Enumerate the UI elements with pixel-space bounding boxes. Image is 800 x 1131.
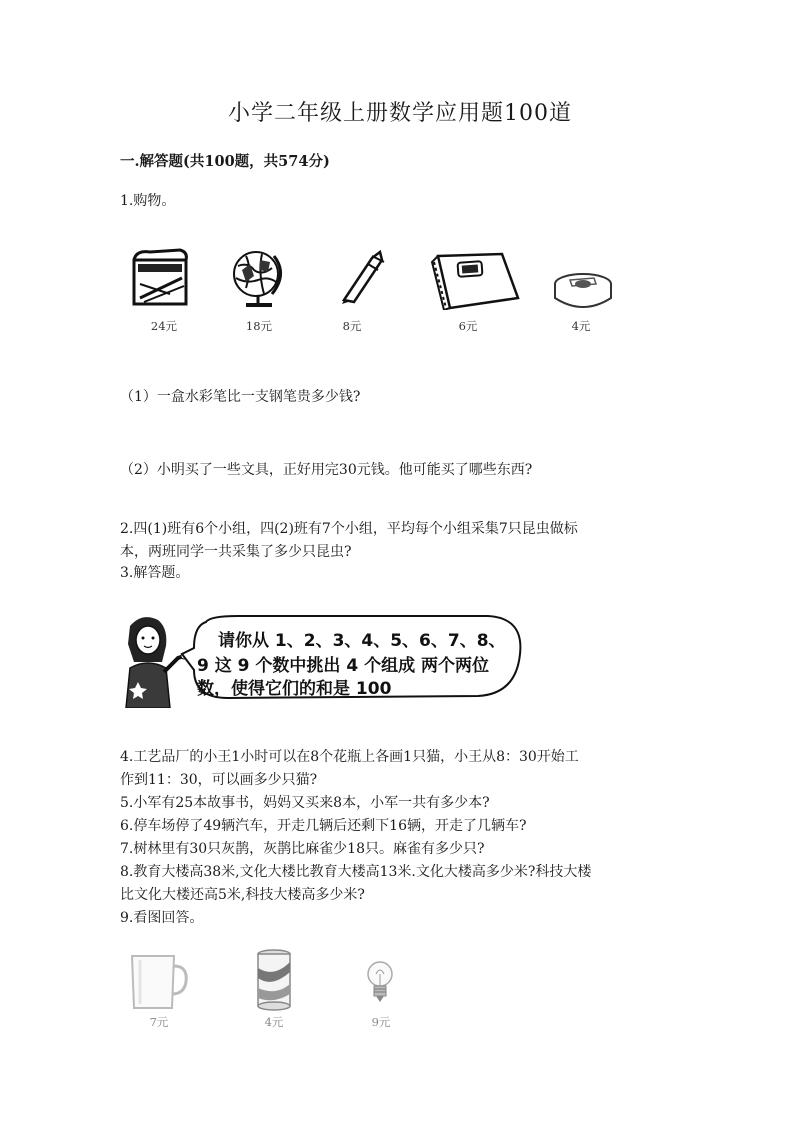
question-2-line-1: 2.四(1)班有6个小组，四(2)班有7个小组，平均每个小组采集7只昆虫做标 bbox=[120, 521, 578, 537]
question-1-sub-1: （1）一盒水彩笔比一支钢笔贵多少钱? bbox=[120, 389, 361, 405]
section-heading: 一.解答题(共100题，共574分) bbox=[120, 153, 330, 170]
question-3-label: 3.解答题。 bbox=[120, 565, 190, 581]
pencil-sharpener-icon bbox=[552, 272, 614, 312]
price-label: 8元 bbox=[342, 319, 362, 333]
question-8-line-1: 8.教育大楼高38米,文化大楼比教育大楼高13米.文化大楼高多少米?科技大楼 bbox=[120, 864, 592, 880]
question-4-line-1: 4.工艺品厂的小王1小时可以在8个花瓶上各画1只猫，小王从8：30开始工 bbox=[120, 749, 579, 765]
bubble-line-2: 9 这 9 个数中挑出 4 个组成 两个两位 bbox=[197, 656, 489, 676]
paint-box-icon bbox=[130, 248, 192, 308]
question-8-line-2: 比文化大楼还高5米,科技大楼高多少米? bbox=[120, 887, 365, 903]
pen-icon bbox=[338, 248, 388, 304]
bubble-line-1: 请你从 1、2、3、4、5、6、7、8、 bbox=[218, 631, 506, 651]
question-2-line-2: 本，两班同学一共采集了多少只昆虫? bbox=[120, 544, 352, 560]
bubble-line-3: 数，使得它们的和是 100 bbox=[197, 679, 392, 699]
question-4-line-2: 作到11：30，可以画多少只猫? bbox=[120, 772, 318, 788]
question-1-label: 1.购物。 bbox=[120, 193, 176, 209]
globe-icon bbox=[228, 248, 290, 310]
question-5: 5.小军有25本故事书，妈妈又买来8本，小军一共有多少本? bbox=[120, 795, 490, 811]
question-9-label: 9.看图回答。 bbox=[120, 910, 204, 926]
question-1-sub-2: （2）小明买了一些文具，正好用完30元钱。他可能买了哪些东西? bbox=[120, 462, 533, 478]
price-label: 4元 bbox=[571, 319, 591, 333]
price-label: 4元 bbox=[264, 1015, 284, 1029]
price-label: 18元 bbox=[245, 319, 273, 333]
price-label: 6元 bbox=[458, 319, 478, 333]
question-6: 6.停车场停了49辆汽车，开走几辆后还剩下16辆，开走了几辆车? bbox=[120, 818, 527, 834]
light-bulb-icon bbox=[364, 960, 396, 1008]
price-label: 9元 bbox=[371, 1015, 391, 1029]
question-7: 7.树林里有30只灰鹊，灰鹊比麻雀少18只。麻雀有多少只? bbox=[120, 841, 485, 857]
page-title: 小学二年级上册数学应用题100道 bbox=[228, 101, 572, 126]
mug-icon bbox=[126, 952, 192, 1012]
can-icon bbox=[254, 948, 294, 1012]
notebook-icon bbox=[424, 252, 520, 310]
price-label: 7元 bbox=[149, 1015, 169, 1029]
price-label: 24元 bbox=[150, 319, 178, 333]
